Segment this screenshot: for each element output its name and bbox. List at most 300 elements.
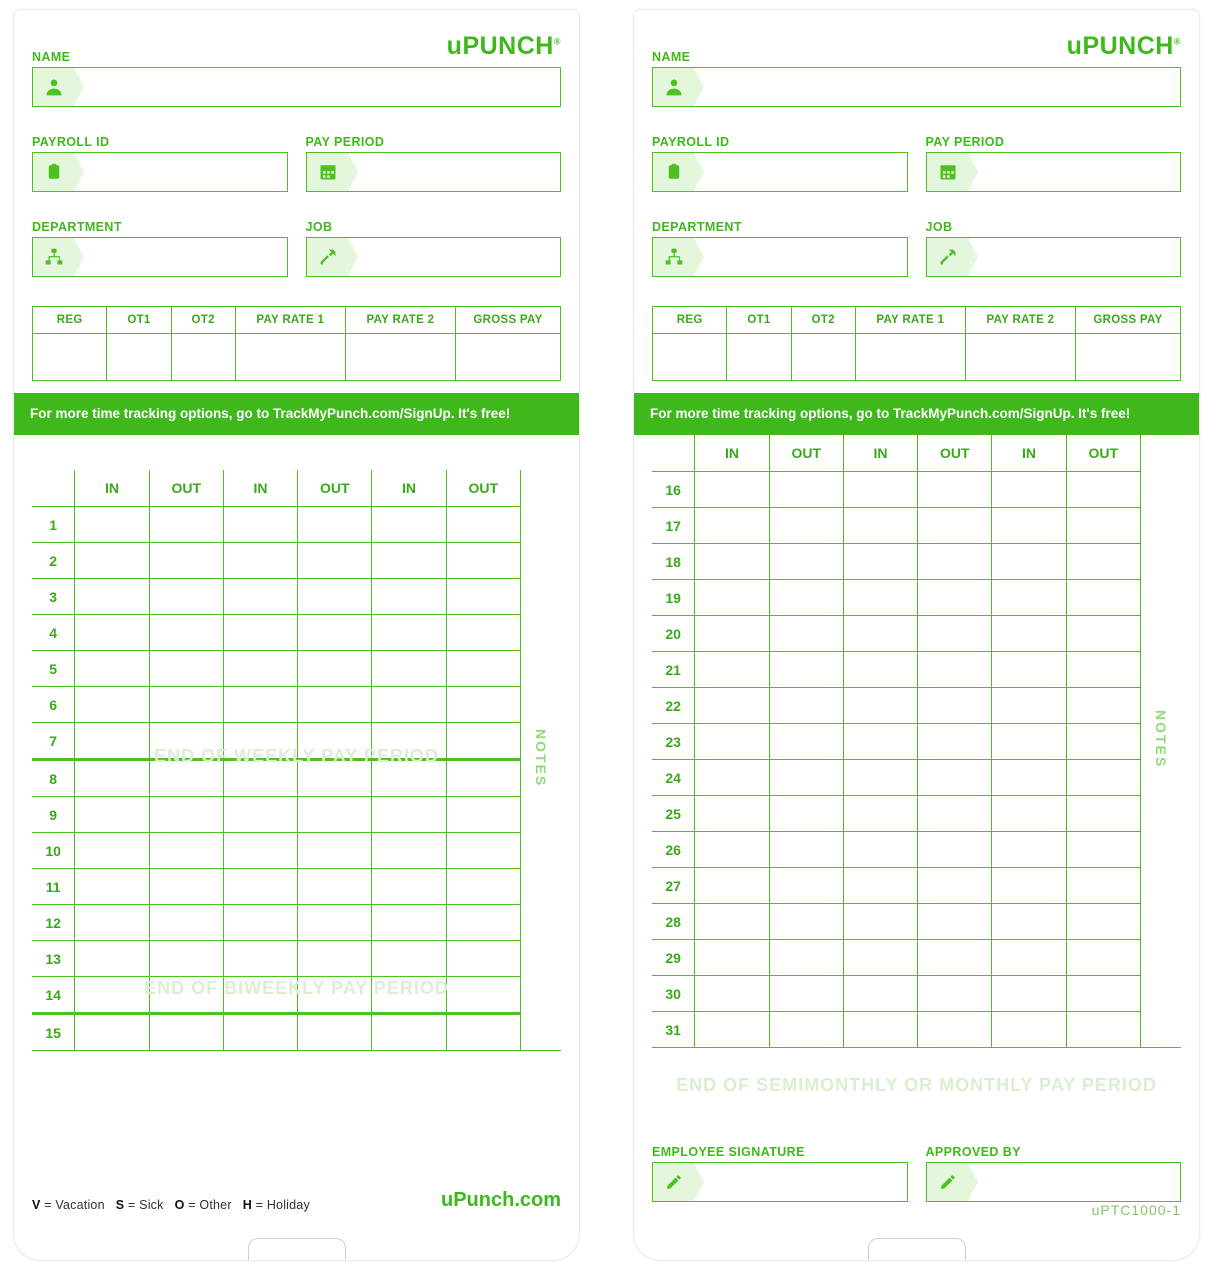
org-chart-icon	[33, 238, 75, 276]
cell-in-3[interactable]	[372, 687, 446, 723]
summary-cell-ot1[interactable]	[107, 334, 171, 381]
cell-in-3[interactable]	[372, 905, 446, 941]
cell-out-3[interactable]	[446, 507, 520, 543]
cell-out-3[interactable]	[1066, 544, 1140, 580]
summary-header-pay-rate-1: PAY RATE 1	[855, 307, 965, 334]
cell-in-2[interactable]	[223, 651, 297, 687]
cell-in-3[interactable]	[992, 796, 1066, 832]
cell-out-3[interactable]	[1066, 976, 1140, 1012]
cell-out-2[interactable]	[298, 579, 372, 615]
table-row	[32, 760, 561, 797]
cell-out-1[interactable]	[149, 833, 223, 869]
table-row	[652, 688, 1181, 724]
department-field-back[interactable]	[652, 237, 908, 277]
cell-out-1[interactable]	[769, 940, 843, 976]
cell-out-3[interactable]	[1066, 940, 1140, 976]
cell-in-1[interactable]	[695, 616, 769, 652]
department-field[interactable]	[32, 237, 288, 277]
table-row	[652, 616, 1181, 652]
cell-in-3[interactable]	[992, 904, 1066, 940]
cell-out-1[interactable]	[769, 580, 843, 616]
pay-period-field-back[interactable]	[926, 152, 1182, 192]
department-group-back	[652, 220, 908, 277]
cell-out-1[interactable]	[149, 869, 223, 905]
cell-in-1[interactable]	[695, 796, 769, 832]
day-column-header	[32, 470, 75, 507]
summary-header-ot2: OT2	[171, 307, 235, 334]
job-field[interactable]	[306, 237, 562, 277]
timecard-front	[14, 10, 579, 1260]
cell-out-1[interactable]	[149, 615, 223, 651]
cell-out-1[interactable]	[149, 977, 223, 1014]
cell-out-3[interactable]	[1066, 868, 1140, 904]
cell-out-1[interactable]	[149, 543, 223, 579]
cell-in-3[interactable]	[372, 760, 446, 797]
day-number: 22	[652, 688, 695, 724]
cell-in-1[interactable]	[75, 760, 149, 797]
department-job-row-back	[652, 220, 1181, 277]
payroll-id-field[interactable]	[32, 152, 288, 192]
cell-in-3[interactable]	[992, 832, 1066, 868]
cell-out-2[interactable]	[298, 687, 372, 723]
approved-by-write-area[interactable]	[969, 1163, 1181, 1201]
cell-in-1[interactable]	[695, 832, 769, 868]
cell-in-1[interactable]	[75, 833, 149, 869]
cell-in-1[interactable]	[695, 472, 769, 508]
cell-out-1[interactable]	[769, 724, 843, 760]
cell-in-1[interactable]	[75, 507, 149, 543]
cell-in-2[interactable]	[843, 508, 917, 544]
employee-signature-field[interactable]	[652, 1162, 908, 1202]
cell-in-2[interactable]	[223, 723, 297, 760]
cell-in-2[interactable]	[223, 543, 297, 579]
payroll-id-group-back	[652, 135, 908, 192]
logo-prefix: u	[1066, 32, 1083, 60]
cell-out-1[interactable]	[769, 688, 843, 724]
cell-out-1[interactable]	[769, 1012, 843, 1048]
table-row	[652, 1012, 1181, 1048]
cell-in-2[interactable]	[843, 976, 917, 1012]
cell-out-1[interactable]	[769, 616, 843, 652]
cell-out-1[interactable]	[769, 904, 843, 940]
cell-out-3[interactable]	[446, 579, 520, 615]
payroll-id-field-back[interactable]	[652, 152, 908, 192]
cell-in-1[interactable]	[75, 941, 149, 977]
cell-in-1[interactable]	[695, 508, 769, 544]
cell-out-3[interactable]	[1066, 832, 1140, 868]
back-punch-grid	[652, 435, 1181, 1048]
cell-in-2[interactable]	[843, 544, 917, 580]
employee-signature-label: EMPLOYEE SIGNATURE	[652, 1145, 805, 1159]
summary-header-pay-rate-2: PAY RATE 2	[965, 307, 1075, 334]
cell-out-3[interactable]	[1066, 1012, 1140, 1048]
cell-out-3[interactable]	[446, 869, 520, 905]
cell-out-3[interactable]	[1066, 796, 1140, 832]
cell-in-3[interactable]	[372, 651, 446, 687]
summary-cell-gross-pay[interactable]	[455, 334, 560, 381]
cell-out-2[interactable]	[298, 905, 372, 941]
cell-out-2[interactable]	[918, 508, 992, 544]
cell-out-2[interactable]	[918, 580, 992, 616]
cell-out-1[interactable]	[769, 868, 843, 904]
cell-out-2[interactable]	[298, 760, 372, 797]
payroll-id-write-area-back[interactable]	[695, 153, 907, 191]
cell-out-2[interactable]	[918, 688, 992, 724]
cell-in-2[interactable]	[843, 616, 917, 652]
cell-in-2[interactable]	[843, 940, 917, 976]
cell-out-3[interactable]	[1066, 508, 1140, 544]
cell-in-2[interactable]	[223, 687, 297, 723]
table-row	[652, 652, 1181, 688]
cell-in-1[interactable]	[695, 724, 769, 760]
person-icon	[33, 68, 75, 106]
table-row	[652, 472, 1181, 508]
summary-header-reg: REG	[653, 307, 727, 334]
cell-in-2[interactable]	[843, 472, 917, 508]
cell-out-3[interactable]	[1066, 616, 1140, 652]
table-row	[32, 615, 561, 651]
cell-out-3[interactable]	[446, 760, 520, 797]
cell-in-3[interactable]	[372, 579, 446, 615]
cell-in-1[interactable]	[75, 579, 149, 615]
logo-trademark: ®	[553, 36, 561, 47]
back-content	[634, 10, 1199, 1260]
cell-out-1[interactable]	[149, 687, 223, 723]
cell-in-3[interactable]	[992, 976, 1066, 1012]
cell-out-2[interactable]	[918, 616, 992, 652]
cell-in-2[interactable]	[223, 797, 297, 833]
logo-prefix: u	[446, 32, 463, 60]
cell-in-2[interactable]	[223, 977, 297, 1014]
cell-in-1[interactable]	[75, 543, 149, 579]
job-write-area[interactable]	[349, 238, 561, 276]
cell-out-2[interactable]	[298, 507, 372, 543]
cell-out-3[interactable]	[446, 687, 520, 723]
department-job-row	[32, 220, 561, 277]
cell-in-3[interactable]	[992, 616, 1066, 652]
cell-out-3[interactable]	[1066, 652, 1140, 688]
cell-out-2[interactable]	[918, 832, 992, 868]
payroll-id-label: PAYROLL ID	[32, 135, 110, 149]
table-row	[32, 507, 561, 543]
cell-out-2[interactable]	[918, 724, 992, 760]
cell-in-3[interactable]	[992, 940, 1066, 976]
cell-in-2[interactable]	[223, 833, 297, 869]
cell-out-1[interactable]	[149, 760, 223, 797]
cell-out-2[interactable]	[918, 652, 992, 688]
department-group	[32, 220, 288, 277]
notes-label-front: NOTES	[532, 729, 549, 788]
cell-in-1[interactable]	[695, 868, 769, 904]
cell-in-3[interactable]	[372, 941, 446, 977]
table-row	[652, 724, 1181, 760]
tools-icon	[307, 238, 349, 276]
cell-out-1[interactable]	[769, 472, 843, 508]
punch-header-out-1: OUT	[149, 470, 223, 507]
table-row	[32, 651, 561, 687]
cell-in-2[interactable]	[223, 760, 297, 797]
cell-out-2[interactable]	[918, 976, 992, 1012]
cell-out-1[interactable]	[769, 508, 843, 544]
cell-out-1[interactable]	[149, 797, 223, 833]
cell-in-1[interactable]	[695, 688, 769, 724]
cell-in-3[interactable]	[372, 869, 446, 905]
name-field[interactable]	[32, 67, 561, 107]
cell-out-2[interactable]	[918, 868, 992, 904]
day-number: 17	[652, 508, 695, 544]
job-group	[306, 220, 562, 277]
summary-cell-pay-rate-1[interactable]	[855, 334, 965, 381]
cell-in-1[interactable]	[75, 651, 149, 687]
name-write-area[interactable]	[75, 68, 560, 106]
punch-header-out-1: OUT	[769, 435, 843, 472]
pay-period-write-area-back[interactable]	[969, 153, 1181, 191]
cell-out-1[interactable]	[769, 652, 843, 688]
cell-in-2[interactable]	[843, 652, 917, 688]
summary-cell-ot2[interactable]	[791, 334, 855, 381]
summary-header-pay-rate-1: PAY RATE 1	[235, 307, 345, 334]
summary-cell-reg[interactable]	[33, 334, 107, 381]
cell-out-1[interactable]	[149, 941, 223, 977]
summary-value-row	[33, 334, 561, 381]
cell-in-1[interactable]	[695, 904, 769, 940]
name-write-area-back[interactable]	[695, 68, 1180, 106]
department-label: DEPARTMENT	[32, 220, 122, 234]
logo-trademark: ®	[1173, 36, 1181, 47]
pay-period-write-area[interactable]	[349, 153, 561, 191]
cell-in-2[interactable]	[843, 688, 917, 724]
cell-out-2[interactable]	[918, 544, 992, 580]
cell-in-2[interactable]	[223, 1014, 297, 1051]
cell-in-2[interactable]	[223, 869, 297, 905]
cell-out-2[interactable]	[298, 543, 372, 579]
cell-in-3[interactable]	[992, 688, 1066, 724]
punch-header-in-3: IN	[372, 470, 446, 507]
cell-out-3[interactable]	[446, 977, 520, 1014]
cell-in-1[interactable]	[75, 615, 149, 651]
notes-column-back	[1140, 435, 1181, 1048]
job-write-area-back[interactable]	[969, 238, 1181, 276]
cell-out-2[interactable]	[298, 833, 372, 869]
cell-out-2[interactable]	[298, 615, 372, 651]
punch-header-out-3: OUT	[1066, 435, 1140, 472]
cell-out-2[interactable]	[298, 977, 372, 1014]
cell-in-3[interactable]	[992, 652, 1066, 688]
cell-out-3[interactable]	[1066, 760, 1140, 796]
cell-in-1[interactable]	[695, 1012, 769, 1048]
cell-in-3[interactable]	[992, 760, 1066, 796]
cell-out-2[interactable]	[918, 796, 992, 832]
day-number: 23	[652, 724, 695, 760]
pay-period-group-back	[926, 135, 1182, 192]
cell-out-1[interactable]	[149, 507, 223, 543]
cell-in-3[interactable]	[372, 977, 446, 1014]
cell-in-3[interactable]	[992, 724, 1066, 760]
cell-in-2[interactable]	[223, 579, 297, 615]
summary-header-gross-pay: GROSS PAY	[1075, 307, 1180, 334]
cell-in-3[interactable]	[372, 833, 446, 869]
summary-cell-gross-pay[interactable]	[1075, 334, 1180, 381]
cell-out-2[interactable]	[918, 1012, 992, 1048]
cell-in-3[interactable]	[992, 868, 1066, 904]
cell-out-1[interactable]	[149, 1014, 223, 1051]
summary-header-ot1: OT1	[727, 307, 791, 334]
cell-in-3[interactable]	[992, 1012, 1066, 1048]
cell-out-3[interactable]	[1066, 724, 1140, 760]
cell-out-2[interactable]	[918, 940, 992, 976]
day-number: 28	[652, 904, 695, 940]
table-row	[652, 760, 1181, 796]
cell-in-3[interactable]	[372, 543, 446, 579]
cell-in-2[interactable]	[843, 796, 917, 832]
cell-out-1[interactable]	[769, 832, 843, 868]
cell-in-3[interactable]	[372, 723, 446, 760]
pay-period-field[interactable]	[306, 152, 562, 192]
cell-in-3[interactable]	[992, 580, 1066, 616]
cell-in-1[interactable]	[75, 905, 149, 941]
footer-website[interactable]	[441, 1189, 561, 1212]
table-row	[32, 977, 561, 1014]
department-write-area[interactable]	[75, 238, 287, 276]
cell-out-2[interactable]	[298, 1014, 372, 1051]
cell-in-2[interactable]	[843, 832, 917, 868]
cell-in-3[interactable]	[372, 615, 446, 651]
payroll-id-write-area[interactable]	[75, 153, 287, 191]
cell-out-2[interactable]	[298, 941, 372, 977]
calendar-icon	[307, 153, 349, 191]
cell-in-2[interactable]	[843, 868, 917, 904]
cell-in-1[interactable]	[75, 977, 149, 1014]
punch-header-row	[32, 470, 561, 507]
cell-out-2[interactable]	[298, 651, 372, 687]
cell-out-3[interactable]	[1066, 688, 1140, 724]
cell-out-3[interactable]	[446, 797, 520, 833]
cell-in-2[interactable]	[223, 507, 297, 543]
cell-out-1[interactable]	[149, 579, 223, 615]
summary-header-ot1: OT1	[107, 307, 171, 334]
cell-in-3[interactable]	[992, 508, 1066, 544]
cell-out-3[interactable]	[446, 723, 520, 760]
cell-in-2[interactable]	[223, 615, 297, 651]
employee-signature-write-area[interactable]	[695, 1163, 907, 1201]
cell-out-1[interactable]	[149, 651, 223, 687]
job-label-back: JOB	[925, 220, 953, 234]
cell-out-2[interactable]	[918, 760, 992, 796]
id-badge-icon	[33, 153, 75, 191]
summary-cell-pay-rate-2[interactable]	[965, 334, 1075, 381]
cell-out-3[interactable]	[446, 905, 520, 941]
id-badge-icon	[653, 153, 695, 191]
summary-cell-pay-rate-1[interactable]	[235, 334, 345, 381]
summary-cell-ot1[interactable]	[727, 334, 791, 381]
cell-in-3[interactable]	[372, 507, 446, 543]
cell-out-2[interactable]	[918, 472, 992, 508]
cell-in-2[interactable]	[843, 1012, 917, 1048]
legend-o-key: O	[174, 1198, 185, 1212]
department-write-area-back[interactable]	[695, 238, 907, 276]
cell-in-3[interactable]	[372, 797, 446, 833]
cell-in-1[interactable]	[75, 687, 149, 723]
summary-cell-pay-rate-2[interactable]	[345, 334, 455, 381]
cell-in-2[interactable]	[843, 580, 917, 616]
day-number: 7	[32, 723, 75, 760]
cell-out-1[interactable]	[769, 544, 843, 580]
promo-banner-back[interactable]: For more time tracking options, go to TrackMyPunch.com/SignUp. It's free!	[634, 393, 1199, 435]
cell-in-2[interactable]	[843, 760, 917, 796]
cell-out-3[interactable]	[446, 651, 520, 687]
job-field-back[interactable]	[926, 237, 1182, 277]
cell-out-3[interactable]	[446, 615, 520, 651]
cell-out-1[interactable]	[769, 796, 843, 832]
cell-in-1[interactable]	[75, 723, 149, 760]
name-field-back[interactable]	[652, 67, 1181, 107]
cell-in-1[interactable]	[695, 760, 769, 796]
cell-in-1[interactable]	[695, 580, 769, 616]
cell-out-3[interactable]	[446, 543, 520, 579]
cell-out-3[interactable]	[446, 941, 520, 977]
day-number: 19	[652, 580, 695, 616]
cell-in-1[interactable]	[695, 940, 769, 976]
day-number: 14	[32, 977, 75, 1014]
cell-in-3[interactable]	[372, 1014, 446, 1051]
punch-header-out-2: OUT	[918, 435, 992, 472]
employee-signature-group	[652, 1145, 908, 1202]
punch-header-in-1: IN	[695, 435, 769, 472]
cell-out-1[interactable]	[149, 905, 223, 941]
cell-in-1[interactable]	[695, 976, 769, 1012]
cell-in-1[interactable]	[75, 797, 149, 833]
cell-in-1[interactable]	[75, 869, 149, 905]
cell-in-2[interactable]	[223, 941, 297, 977]
summary-cell-reg[interactable]	[653, 334, 727, 381]
cell-out-3[interactable]	[446, 1014, 520, 1051]
cell-in-3[interactable]	[992, 544, 1066, 580]
approved-by-field[interactable]	[926, 1162, 1182, 1202]
cell-out-1[interactable]	[769, 976, 843, 1012]
cell-out-2[interactable]	[918, 904, 992, 940]
cell-out-3[interactable]	[1066, 580, 1140, 616]
front-footer	[32, 1189, 561, 1212]
cell-out-2[interactable]	[298, 723, 372, 760]
cell-in-2[interactable]	[223, 905, 297, 941]
cell-in-1[interactable]	[695, 652, 769, 688]
cell-in-2[interactable]	[843, 904, 917, 940]
promo-banner[interactable]: For more time tracking options, go to TrackMyPunch.com/SignUp. It's free!	[14, 393, 579, 435]
footer-website-prefix: u	[440, 1189, 454, 1211]
table-row	[32, 579, 561, 615]
cell-out-3[interactable]	[1066, 904, 1140, 940]
day-number: 13	[32, 941, 75, 977]
footer-website-name: Punch.com	[453, 1189, 561, 1211]
cell-in-2[interactable]	[843, 724, 917, 760]
cell-in-1[interactable]	[695, 544, 769, 580]
cell-out-3[interactable]	[446, 833, 520, 869]
day-column-header-back	[652, 435, 695, 472]
cell-out-1[interactable]	[149, 723, 223, 760]
table-row	[652, 904, 1181, 940]
cell-out-2[interactable]	[298, 869, 372, 905]
pay-period-label-back: PAY PERIOD	[925, 135, 1005, 149]
summary-cell-ot2[interactable]	[171, 334, 235, 381]
cell-out-1[interactable]	[769, 760, 843, 796]
cell-in-1[interactable]	[75, 1014, 149, 1051]
summary-table-back	[652, 306, 1181, 381]
cell-out-3[interactable]	[1066, 472, 1140, 508]
day-number: 31	[652, 1012, 695, 1048]
tools-icon	[927, 238, 969, 276]
cell-in-3[interactable]	[992, 472, 1066, 508]
cell-out-2[interactable]	[298, 797, 372, 833]
